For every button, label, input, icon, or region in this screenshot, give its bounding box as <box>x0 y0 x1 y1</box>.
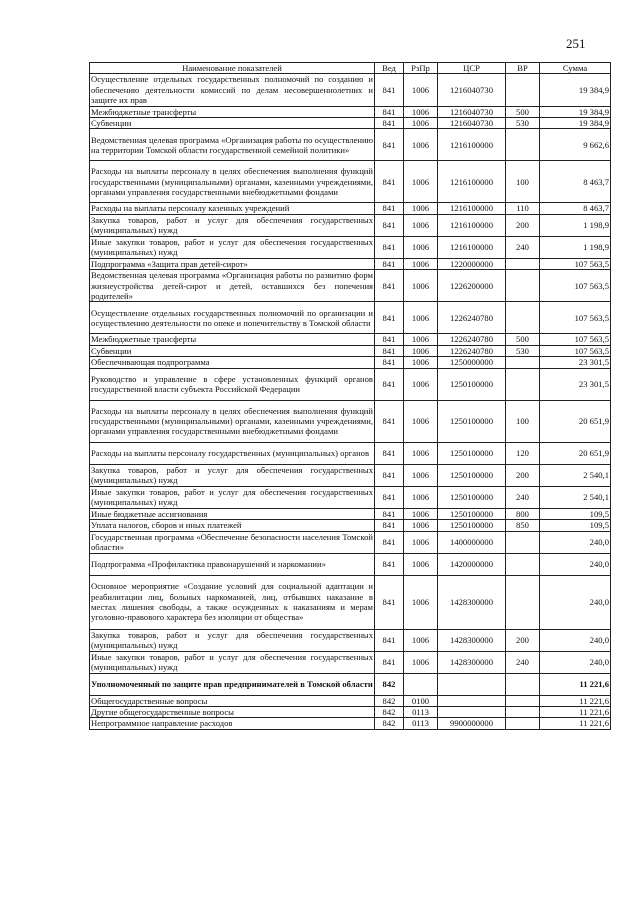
cell-csr: 1250100000 <box>438 464 506 486</box>
cell-vr <box>506 258 540 269</box>
cell-ved: 841 <box>375 129 404 161</box>
cell-csr: 1216100000 <box>438 161 506 203</box>
cell-csr: 1216100000 <box>438 129 506 161</box>
cell-csr: 1216040730 <box>438 118 506 129</box>
cell-name: Подпрограмма «Защита прав детей-сирот» <box>90 258 375 269</box>
page-number: 251 <box>566 36 586 51</box>
cell-sum: 9 662,6 <box>540 129 611 161</box>
cell-sum: 11 221,6 <box>540 706 611 717</box>
cell-rzpr: 1006 <box>404 258 438 269</box>
cell-ved: 841 <box>375 464 404 486</box>
cell-csr: 1250100000 <box>438 520 506 531</box>
table-row <box>90 118 611 129</box>
cell-ved: 842 <box>375 718 404 729</box>
table-row <box>90 629 611 651</box>
cell-vr: 500 <box>506 106 540 117</box>
cell-name: Обеспечивающая подпрограмма <box>90 357 375 368</box>
cell-rzpr: 1006 <box>404 575 438 629</box>
cell-sum: 107 563,5 <box>540 302 611 334</box>
cell-vr: 800 <box>506 508 540 519</box>
cell-ved: 841 <box>375 400 404 442</box>
cell-rzpr: 0113 <box>404 706 438 717</box>
cell-vr <box>506 357 540 368</box>
cell-csr: 9900000000 <box>438 718 506 729</box>
cell-csr: 1250100000 <box>438 368 506 400</box>
cell-csr <box>438 695 506 706</box>
cell-ved: 841 <box>375 270 404 302</box>
cell-ved: 841 <box>375 520 404 531</box>
cell-csr: 1216100000 <box>438 203 506 214</box>
budget-table <box>89 62 611 730</box>
header-ved: Вед <box>375 63 404 74</box>
cell-ved: 841 <box>375 74 404 106</box>
table-row <box>90 236 611 258</box>
cell-ved: 841 <box>375 575 404 629</box>
cell-ved: 841 <box>375 345 404 356</box>
cell-sum: 8 463,7 <box>540 203 611 214</box>
cell-ved: 842 <box>375 706 404 717</box>
table-row <box>90 214 611 236</box>
cell-rzpr: 1006 <box>404 74 438 106</box>
cell-rzpr: 1006 <box>404 203 438 214</box>
cell-ved: 841 <box>375 442 404 464</box>
cell-vr: 100 <box>506 400 540 442</box>
table-row <box>90 106 611 117</box>
table-row <box>90 695 611 706</box>
cell-rzpr: 1006 <box>404 106 438 117</box>
cell-csr: 1400000000 <box>438 531 506 553</box>
table-row <box>90 508 611 519</box>
cell-rzpr: 0113 <box>404 718 438 729</box>
table-row <box>90 400 611 442</box>
cell-vr: 100 <box>506 161 540 203</box>
cell-name: Расходы на выплаты персоналу казенных учреждений <box>90 203 375 214</box>
cell-sum: 107 563,5 <box>540 334 611 345</box>
header-sum: Сумма <box>540 63 611 74</box>
cell-sum: 109,5 <box>540 508 611 519</box>
cell-rzpr: 1006 <box>404 334 438 345</box>
cell-sum: 19 384,9 <box>540 74 611 106</box>
cell-csr: 1250000000 <box>438 357 506 368</box>
cell-rzpr: 1006 <box>404 214 438 236</box>
cell-sum: 240,0 <box>540 531 611 553</box>
cell-csr: 1250100000 <box>438 400 506 442</box>
table-row <box>90 673 611 695</box>
cell-name: Расходы на выплаты персоналу в целях обеспечения выполнения функций государственными (муниципальными) органами, казенными учреждениями, органами управления государственными внебюджетными фондами <box>90 400 375 442</box>
cell-vr: 500 <box>506 334 540 345</box>
header-vr: ВР <box>506 63 540 74</box>
cell-csr: 1226240780 <box>438 345 506 356</box>
cell-vr: 530 <box>506 345 540 356</box>
table-body <box>90 74 611 729</box>
table-header-row <box>90 63 611 74</box>
cell-name: Руководство и управление в сфере установленных функций органов государственной власти субъекта Российской Федерации <box>90 368 375 400</box>
cell-csr: 1220000000 <box>438 258 506 269</box>
cell-csr: 1428300000 <box>438 629 506 651</box>
table-row <box>90 334 611 345</box>
cell-name: Подпрограмма «Профилактика правонарушений и наркомании» <box>90 553 375 575</box>
cell-vr: 110 <box>506 203 540 214</box>
cell-name: Уплата налогов, сборов и иных платежей <box>90 520 375 531</box>
cell-ved: 841 <box>375 531 404 553</box>
table-row <box>90 270 611 302</box>
cell-csr: 1250100000 <box>438 486 506 508</box>
cell-sum: 1 198,9 <box>540 214 611 236</box>
cell-rzpr: 1006 <box>404 629 438 651</box>
cell-name: Иные закупки товаров, работ и услуг для обеспечения государственных (муниципальных) нужд <box>91 486 373 508</box>
cell-name: Закупка товаров, работ и услуг для обеспечения государственных (муниципальных) нужд <box>91 629 373 650</box>
cell-vr: 200 <box>506 214 540 236</box>
cell-rzpr: 0100 <box>404 695 438 706</box>
cell-vr <box>506 129 540 161</box>
cell-csr: 1216040730 <box>438 74 506 106</box>
table-row <box>90 531 611 553</box>
cell-vr: 850 <box>506 520 540 531</box>
cell-name: Субвенции <box>90 345 375 356</box>
cell-ved: 841 <box>375 236 404 258</box>
cell-csr <box>438 673 506 695</box>
cell-ved: 841 <box>375 118 404 129</box>
cell-rzpr: 1006 <box>404 651 438 673</box>
cell-vr <box>506 575 540 629</box>
cell-ved: 841 <box>375 629 404 651</box>
cell-sum: 240,0 <box>540 553 611 575</box>
table-row <box>90 258 611 269</box>
cell-name: Субвенции <box>90 118 375 129</box>
cell-vr: 240 <box>506 236 540 258</box>
cell-ved: 841 <box>375 203 404 214</box>
cell-rzpr: 1006 <box>404 508 438 519</box>
cell-sum: 240,0 <box>540 575 611 629</box>
table-row <box>90 345 611 356</box>
cell-sum: 23 301,5 <box>540 357 611 368</box>
cell-vr <box>506 706 540 717</box>
cell-name: Осуществление отдельных государственных полномочий по созданию и обеспечению деятельности комиссий по делам несовершеннолетних и защите их прав <box>91 74 373 106</box>
cell-sum: 107 563,5 <box>540 345 611 356</box>
cell-name: Государственная программа «Обеспечение безопасности населения Томской области» <box>91 531 373 552</box>
cell-csr: 1420000000 <box>438 553 506 575</box>
cell-vr: 200 <box>506 464 540 486</box>
cell-csr: 1250100000 <box>438 508 506 519</box>
cell-rzpr: 1006 <box>404 368 438 400</box>
cell-rzpr: 1006 <box>404 464 438 486</box>
cell-name: Уполномоченный по защите прав предпринимателей в Томской области <box>90 673 375 695</box>
table-row <box>90 442 611 464</box>
cell-vr: 240 <box>506 486 540 508</box>
cell-ved: 841 <box>375 161 404 203</box>
cell-name: Непрограммное направление расходов <box>90 718 375 729</box>
cell-sum: 109,5 <box>540 520 611 531</box>
cell-rzpr: 1006 <box>404 486 438 508</box>
table-row <box>90 718 611 729</box>
cell-ved: 841 <box>375 258 404 269</box>
cell-rzpr <box>404 673 438 695</box>
cell-ved: 841 <box>375 508 404 519</box>
table-row <box>90 575 611 629</box>
cell-csr: 1226240780 <box>438 302 506 334</box>
cell-rzpr: 1006 <box>404 302 438 334</box>
cell-ved: 841 <box>375 553 404 575</box>
cell-name: Другие общегосударственные вопросы <box>90 706 375 717</box>
cell-ved: 841 <box>375 214 404 236</box>
cell-sum: 107 563,5 <box>540 270 611 302</box>
cell-ved: 841 <box>375 334 404 345</box>
cell-sum: 240,0 <box>540 651 611 673</box>
header-name: Наименование показателей <box>90 63 375 74</box>
cell-vr <box>506 531 540 553</box>
cell-csr: 1216040730 <box>438 106 506 117</box>
table-row <box>90 203 611 214</box>
cell-csr <box>438 706 506 717</box>
cell-sum: 11 221,6 <box>540 718 611 729</box>
table-row <box>90 706 611 717</box>
table-row <box>90 357 611 368</box>
cell-name: Расходы на выплаты персоналу государственных (муниципальных) органов <box>90 442 375 464</box>
cell-sum: 8 463,7 <box>540 161 611 203</box>
cell-ved: 841 <box>375 357 404 368</box>
table-row <box>90 302 611 334</box>
cell-sum: 240,0 <box>540 629 611 651</box>
cell-vr: 120 <box>506 442 540 464</box>
table-row <box>90 520 611 531</box>
cell-sum: 2 540,1 <box>540 464 611 486</box>
cell-sum: 20 651,9 <box>540 442 611 464</box>
cell-name: Общегосударственные вопросы <box>90 695 375 706</box>
cell-csr: 1226240780 <box>438 334 506 345</box>
cell-rzpr: 1006 <box>404 553 438 575</box>
cell-sum: 11 221,6 <box>540 673 611 695</box>
cell-rzpr: 1006 <box>404 129 438 161</box>
cell-rzpr: 1006 <box>404 442 438 464</box>
cell-ved: 841 <box>375 302 404 334</box>
cell-vr <box>506 553 540 575</box>
cell-name: Межбюджетные трансферты <box>90 106 375 117</box>
cell-name: Иные закупки товаров, работ и услуг для обеспечения государственных (муниципальных) нужд <box>91 651 373 672</box>
cell-rzpr: 1006 <box>404 400 438 442</box>
cell-vr: 200 <box>506 629 540 651</box>
cell-name: Межбюджетные трансферты <box>90 334 375 345</box>
cell-sum: 20 651,9 <box>540 400 611 442</box>
cell-vr <box>506 302 540 334</box>
cell-csr: 1216100000 <box>438 236 506 258</box>
cell-ved: 841 <box>375 106 404 117</box>
cell-name: Иные бюджетные ассигнования <box>90 508 375 519</box>
cell-name: Ведомственная целевая программа «Организация работы по развитию форм жизнеустройства детей-сирот и детей, оставшихся без попечения родителей» <box>91 270 373 302</box>
cell-vr <box>506 270 540 302</box>
header-csr: ЦСР <box>438 63 506 74</box>
table-row <box>90 651 611 673</box>
cell-rzpr: 1006 <box>404 161 438 203</box>
cell-name: Расходы на выплаты персоналу в целях обеспечения выполнения функций государственными (муниципальными) органами, казенными учреждениями, органами управления государственными внебюджетными фондами <box>90 161 375 203</box>
cell-rzpr: 1006 <box>404 118 438 129</box>
cell-name: Основное мероприятие «Создание условий для социальной адаптации и реабилитации лиц, больных наркоманией, лиц, отбывших наказание в местах лишения свободы, а также осужденных к наказаниям и мерам уголовно-правового характера без изоляции от общества» <box>90 575 375 629</box>
cell-ved: 841 <box>375 651 404 673</box>
cell-ved: 842 <box>375 695 404 706</box>
table-row <box>90 464 611 486</box>
cell-sum: 19 384,9 <box>540 106 611 117</box>
cell-sum: 19 384,9 <box>540 118 611 129</box>
cell-sum: 1 198,9 <box>540 236 611 258</box>
cell-vr <box>506 718 540 729</box>
cell-name: Ведомственная целевая программа «Организация работы по осуществлению на территории Томской области государственной семейной политики» <box>90 129 375 161</box>
cell-rzpr: 1006 <box>404 270 438 302</box>
cell-name: Закупка товаров, работ и услуг для обеспечения государственных (муниципальных) нужд <box>91 214 373 236</box>
cell-rzpr: 1006 <box>404 520 438 531</box>
table-row <box>90 74 611 106</box>
cell-sum: 23 301,5 <box>540 368 611 400</box>
cell-name: Закупка товаров, работ и услуг для обеспечения государственных (муниципальных) нужд <box>91 464 373 486</box>
cell-csr: 1250100000 <box>438 442 506 464</box>
cell-vr <box>506 368 540 400</box>
cell-rzpr: 1006 <box>404 345 438 356</box>
table-row <box>90 129 611 161</box>
table-row <box>90 486 611 508</box>
cell-vr <box>506 74 540 106</box>
cell-rzpr: 1006 <box>404 357 438 368</box>
cell-vr <box>506 673 540 695</box>
cell-vr: 240 <box>506 651 540 673</box>
cell-vr: 530 <box>506 118 540 129</box>
cell-sum: 107 563,5 <box>540 258 611 269</box>
cell-csr: 1428300000 <box>438 575 506 629</box>
cell-csr: 1428300000 <box>438 651 506 673</box>
header-rzpr: РзПр <box>404 63 438 74</box>
table-row <box>90 553 611 575</box>
cell-name: Иные закупки товаров, работ и услуг для обеспечения государственных (муниципальных) нужд <box>91 236 373 258</box>
cell-ved: 841 <box>375 368 404 400</box>
table-row <box>90 368 611 400</box>
cell-csr: 1226200000 <box>438 270 506 302</box>
cell-csr: 1216100000 <box>438 214 506 236</box>
cell-name: Осуществление отдельных государственных полномочий по организации и осуществлению деятельности по опеке и попечительству в Томской области <box>90 302 375 334</box>
cell-vr <box>506 695 540 706</box>
cell-sum: 2 540,1 <box>540 486 611 508</box>
table-row <box>90 161 611 203</box>
cell-sum: 11 221,6 <box>540 695 611 706</box>
cell-ved: 841 <box>375 486 404 508</box>
cell-rzpr: 1006 <box>404 236 438 258</box>
cell-ved: 842 <box>375 673 404 695</box>
cell-rzpr: 1006 <box>404 531 438 553</box>
